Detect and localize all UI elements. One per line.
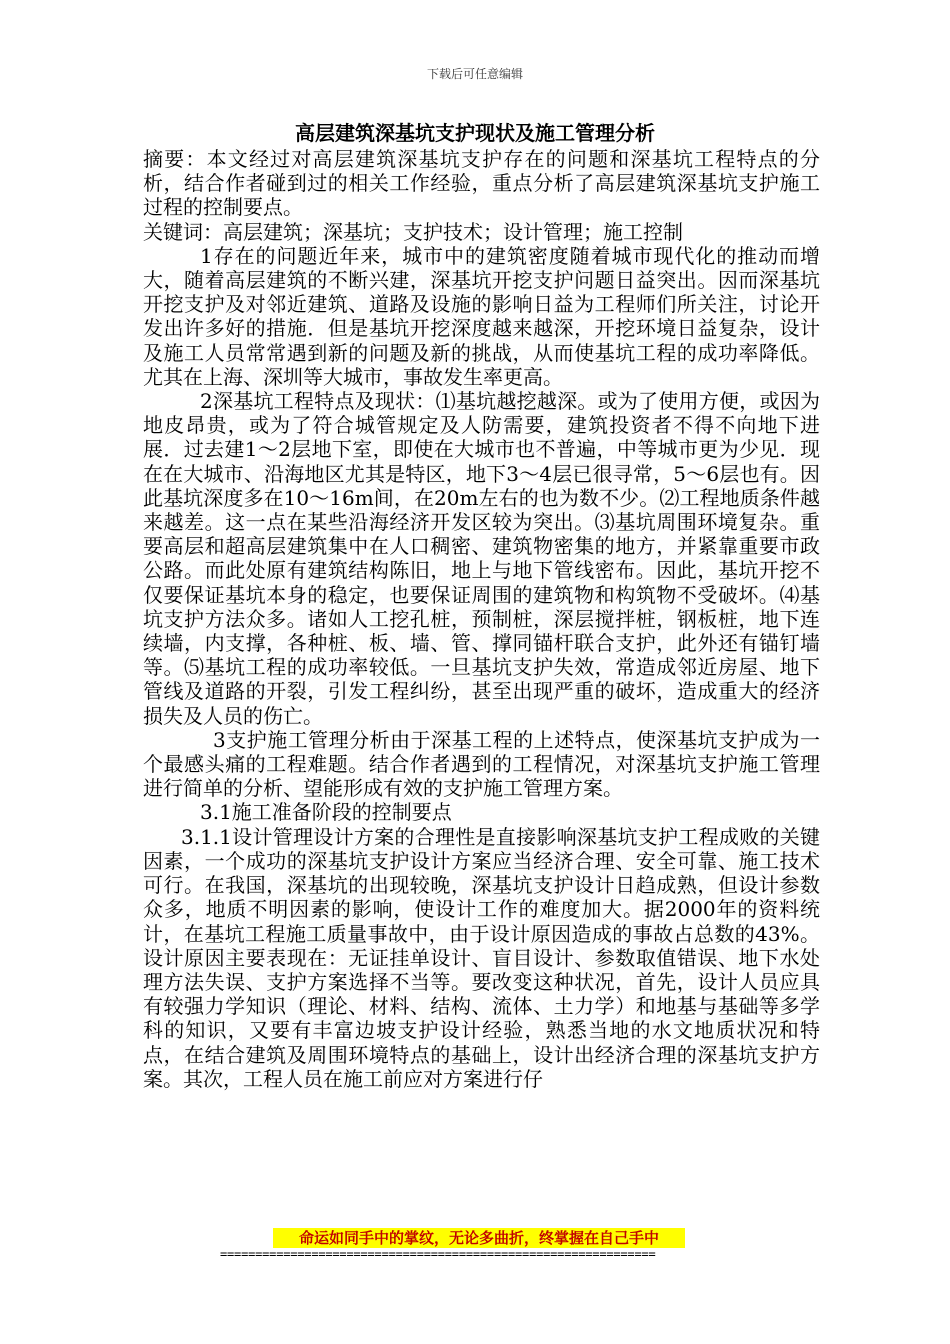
section-3-paragraph: 3支护施工管理分析由于深基工程的上述特点，使深基坑支护成为一个最感头痛的工程难题。结合作者遇到的工程情况，对深基坑支护施工管理进行简单的分析、望能形成有效的支护施工管理方案。 [143, 727, 820, 801]
keywords-line: 关键词：高层建筑；深基坑；支护技术；设计管理；施工控制 [143, 219, 683, 244]
abstract-paragraph: 摘要：本文经过对高层建筑深基坑支护存在的问题和深基坑工程特点的分析，结合作者碰到过的相关工作经验，重点分析了高层建筑深基坑支护施工过程的控制要点。 [143, 147, 820, 220]
section-2-paragraph: 2深基坑工程特点及现状：⑴基坑越挖越深。或为了使用方便，或因为地皮昂贵，或为了符合城管规定及人防需要，建筑投资者不得不向地下进展．过去建1～2层地下室，即使在大城市也不普遍，中等城市更为少见．现在在大城市、沿海地区尤其是特区，地下3～4层已很寻常，5～6层也有。因此基坑深度多在10～16m间，在20m左右的也为数不少。⑵工程地质条件越来越差。这一点在某些沿海经济开发区较为突出。⑶基坑周围环境复杂。重要高层和超高层建筑集中在人口稠密、建筑物密集的地方，并紧靠重要市政公路。而此处原有建筑结构陈旧，地上与地下管线密布。因此，基坑开挖不仅要保证基坑本身的稳定，也要保证周围的建筑物和构筑物不受破坏。⑷基坑支护方法众多。诸如人工挖孔桩，预制桩，深层搅拌桩，钢板桩，地下连续墙，内支撑，各种桩、板、墙、管、撑同锚杆联合支护，此外还有锚钉墙等。⑸基坑工程的成功率较低。一旦基坑支护失效，常造成邻近房屋、地下管线及道路的开裂，引发工程纠纷，甚至出现严重的破坏，造成重大的经济损失及人员的伤亡。 [143, 389, 820, 728]
document-body [143, 147, 820, 1091]
page-header: 下载后可任意编辑 [426, 67, 523, 81]
document-title: 高层建筑深基坑支护现状及施工管理分析 [295, 121, 655, 145]
section-3-1-1-paragraph: 3.1.1设计管理设计方案的合理性是直接影响深基坑支护工程成败的关键因素，一个成功的深基坑支护设计方案应当经济合理、安全可靠、施工技术可行。在我国，深基坑的出现较晚，深基坑支护设计日趋成熟，但设计参数众多，地质不明因素的影响，使设计工作的难度加大。据2000年的资料统计，在基坑工程施工质量事故中，由于设计原因造成的事故占总数的43%。设计原因主要表现在：无证挂单设计、盲目设计、参数取值错误、地下水处理方法失误、支护方案选择不当等。要改变这种状况，首先，设计人员应具有较强力学知识（理论、材料、结构、流体、土力学）和地基与基础等多学科的知识，又要有丰富边坡支护设计经验，熟悉当地的水文地质状况和特点，在结合建筑及周围环境特点的基础上，设计出经济合理的深基坑支护方案。其次，工程人员在施工前应对方案进行仔 [143, 824, 820, 1091]
section-1-paragraph: 1存在的问题近年来，城市中的建筑密度随着城市现代化的推动而增大，随着高层建筑的不断兴建，深基坑开挖支护问题日益突出。因而深基坑开挖支护及对邻近建筑、道路及设施的影响日益为工程师们所关注，讨论开发出许多好的措施．但是基坑开挖深度越来越深，开挖环境日益复杂，设计及施工人员常常遇到新的问题及新的挑战，从而使基坑工程的成功率降低。尤其在上海、深圳等大城市，事故发生率更高。 [143, 243, 820, 389]
footer-divider: ============================================================== [220, 1247, 656, 1261]
section-3-1-heading: 3.1施工准备阶段的控制要点 [200, 800, 452, 825]
footer-motto: 命运如同手中的掌纹，无论多曲折，终掌握在自己手中 [273, 1228, 685, 1248]
